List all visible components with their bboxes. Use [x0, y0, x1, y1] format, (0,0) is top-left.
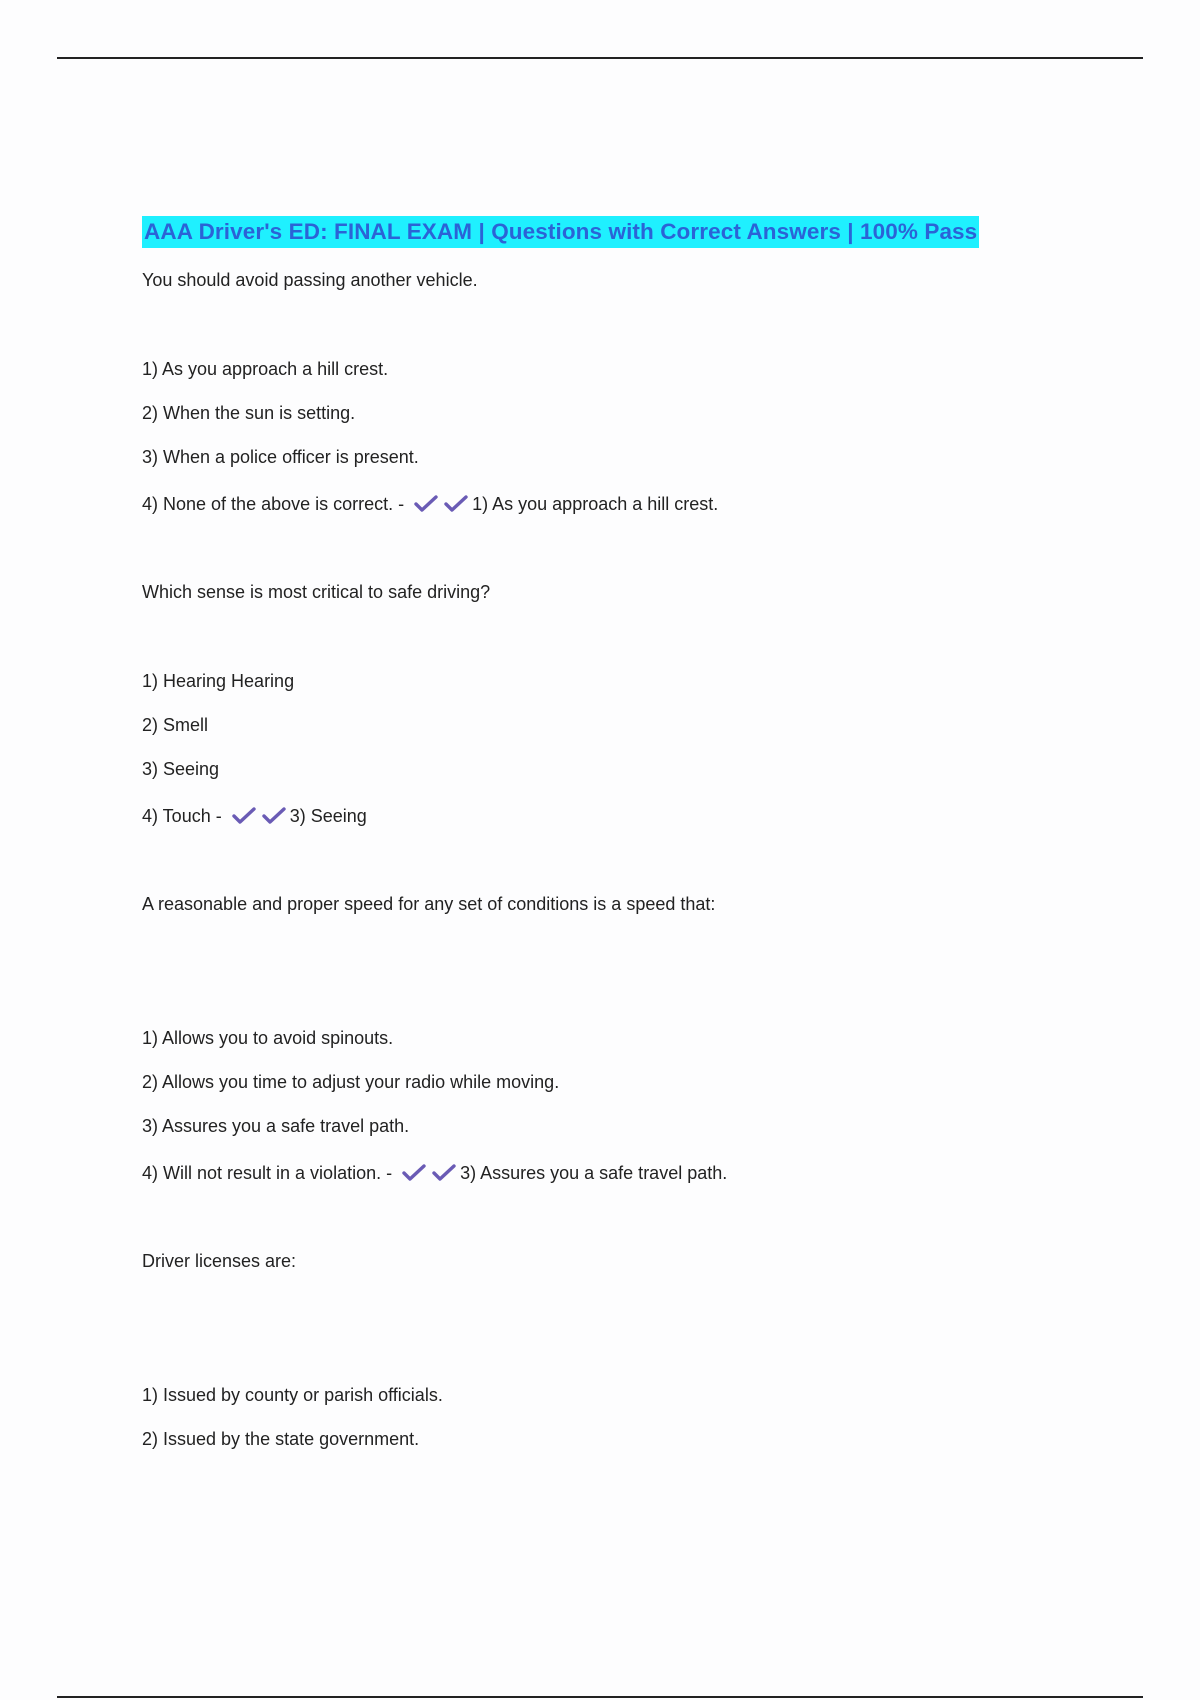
question-1-option-1: 1) As you approach a hill crest. — [142, 359, 389, 379]
question-2-option-4: 4) Touch - — [142, 806, 222, 826]
question-1-text: You should avoid passing another vehicle. — [142, 270, 478, 290]
check-mark-icon — [402, 1164, 426, 1182]
question-3-option-1: 1) Allows you to avoid spinouts. — [142, 1028, 394, 1048]
answer-check-marks — [398, 1164, 458, 1182]
question-3-option-3: 3) Assures you a safe travel path. — [142, 1116, 410, 1136]
question-1-option-4-answer — [142, 492, 718, 516]
question-3-text: A reasonable and proper speed for any set of conditions is a speed that: — [142, 894, 716, 914]
document-title: AAA Driver's ED: FINAL EXAM | Questions with Correct Answers | 100% Pass — [142, 216, 979, 248]
question-3-answer: 3) Assures you a safe travel path. — [460, 1163, 728, 1183]
question-4-text: Driver licenses are: — [142, 1251, 297, 1271]
question-1-option-4: 4) None of the above is correct. - — [142, 494, 405, 514]
check-mark-icon — [414, 495, 438, 513]
footer-rule — [57, 1696, 1143, 1698]
question-2-option-4-answer — [142, 804, 367, 828]
question-2-option-2: 2) Smell — [142, 715, 209, 735]
check-mark-icon — [432, 1164, 456, 1182]
question-2-text: Which sense is most critical to safe driving? — [142, 582, 491, 602]
question-1-option-3: 3) When a police officer is present. — [142, 447, 419, 467]
check-mark-icon — [262, 807, 286, 825]
question-1-answer: 1) As you approach a hill crest. — [472, 494, 719, 514]
question-4-option-2: 2) Issued by the state government. — [142, 1429, 420, 1449]
question-3-option-2: 2) Allows you time to adjust your radio while moving. — [142, 1072, 560, 1092]
header-rule — [57, 57, 1143, 59]
question-2-answer: 3) Seeing — [289, 806, 367, 826]
question-3-option-4-answer — [142, 1161, 727, 1185]
question-2-option-1: 1) Hearing Hearing — [142, 671, 295, 691]
answer-check-marks — [410, 495, 470, 513]
answer-check-marks — [228, 807, 288, 825]
check-mark-icon — [232, 807, 256, 825]
check-mark-icon — [444, 495, 468, 513]
question-2-option-3: 3) Seeing — [142, 759, 220, 779]
question-1-option-2: 2) When the sun is setting. — [142, 403, 356, 423]
question-3-option-4: 4) Will not result in a violation. - — [142, 1163, 393, 1183]
question-4-option-1: 1) Issued by county or parish officials. — [142, 1385, 443, 1405]
